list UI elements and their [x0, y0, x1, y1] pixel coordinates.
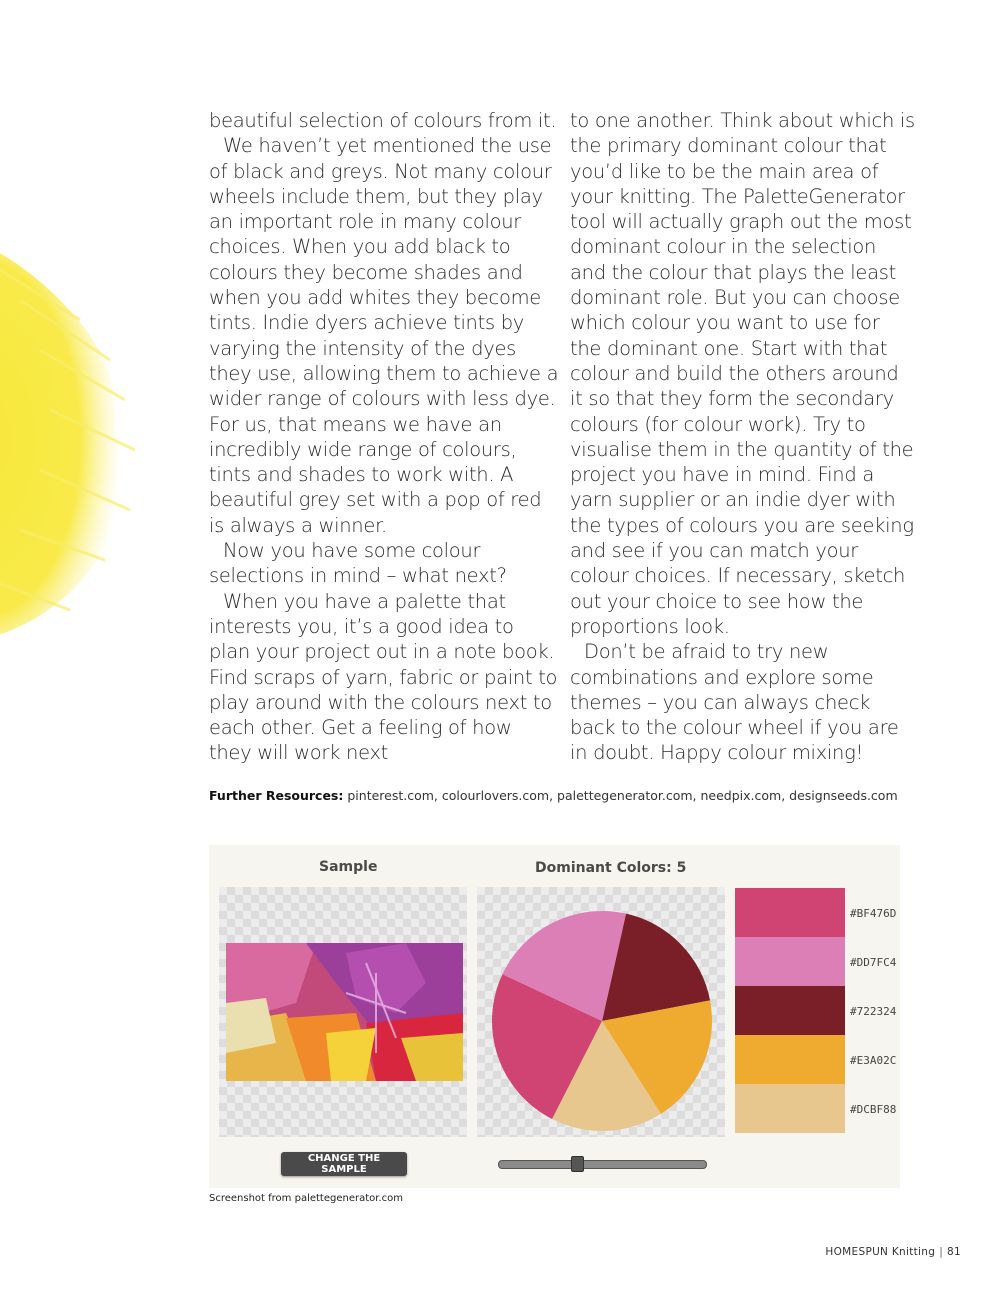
article-paragraph: Don’t be afraid to try new combinations and explore some themes – you can always check back to the colour wheel if you are in doubt. Happy colour mixing!	[570, 640, 899, 765]
dominant-colors-pie-chart	[491, 910, 713, 1132]
palette-generator-screenshot	[209, 845, 900, 1188]
palette-hex-label: #DCBF88	[850, 1103, 897, 1116]
palette-swatch[interactable]	[735, 1035, 845, 1084]
change-sample-button[interactable]: CHANGE THE SAMPLE	[281, 1152, 407, 1176]
page-number: 81	[947, 1246, 961, 1258]
color-count-slider-thumb[interactable]	[571, 1156, 584, 1172]
article-column-left	[209, 108, 559, 766]
palette-swatch[interactable]	[735, 986, 845, 1035]
palette-hex-label: #BF476D	[850, 907, 897, 920]
article-column-right	[570, 108, 915, 766]
palette-hex-label: #DD7FC4	[850, 956, 897, 969]
yellow-paint-splash	[0, 210, 150, 650]
screenshot-caption: Screenshot from palettegenerator.com	[209, 1193, 403, 1204]
resources-links: pinterest.com, colourlovers.com, palettegenerator.com, needpix.com, designseeds.com	[347, 788, 898, 803]
article-paragraph: We haven’t yet mentioned the use of black and greys. Not many colour wheels include them, but they play an important role in many colour choices. When you add black to colours they become shades and when you add whites they become tints. Indie dyers achieve tints by varying the intensity of the dyes they use, allowing them to achieve a wider range of colours with less dye. For us, that means we have an incredibly wide range of colours, tints and shades to work with. A beautiful grey set with a pop of red is always a winner.	[209, 134, 559, 537]
palette-swatch[interactable]	[735, 937, 845, 986]
dominant-colors-heading: Dominant Colors: 5	[535, 860, 687, 876]
palette-hex-label: #722324	[850, 1005, 897, 1018]
article-paragraph: Now you have some colour selections in mind – what next?	[209, 539, 507, 588]
further-resources	[209, 788, 929, 803]
article-paragraph: to one another. Think about which is the primary dominant colour that you’d like to be the main area of your knitting. The PaletteGenerator tool will actually graph out the most dominant colour in the selection and the colour that plays the least dominant role. But you can choose which colour you want to use for the dominant one. Start with that colour and build the others around it so that they form the secondary colours (for colour work). Try to visualise them in the quantity of the project you have in mind. Find a yarn supplier or an indie dyer with the types of colours you are seeking and see if you can match your colour choices. If necessary, sketch out your choice to see how the proportions look.	[570, 109, 915, 638]
sample-image-autumn-leaves[interactable]	[226, 943, 463, 1081]
palette-swatch[interactable]	[735, 1084, 845, 1133]
page-folio: HOMESPUN Knitting | 81	[825, 1246, 961, 1258]
magazine-name: HOMESPUN Knitting	[825, 1246, 936, 1258]
resources-label: Further Resources:	[209, 788, 344, 803]
article-paragraph: When you have a palette that interests you, it’s a good idea to plan your project out in a note book. Find scraps of yarn, fabric or paint to play around with the colours next to each other. Get a feeling of how they will work next	[209, 589, 558, 765]
palette-swatch[interactable]	[735, 888, 845, 937]
palette-hex-label: #E3A02C	[850, 1054, 897, 1067]
article-paragraph: beautiful selection of colours from it.	[209, 109, 557, 132]
sample-heading: Sample	[319, 859, 378, 875]
color-count-slider-track[interactable]	[498, 1160, 707, 1169]
